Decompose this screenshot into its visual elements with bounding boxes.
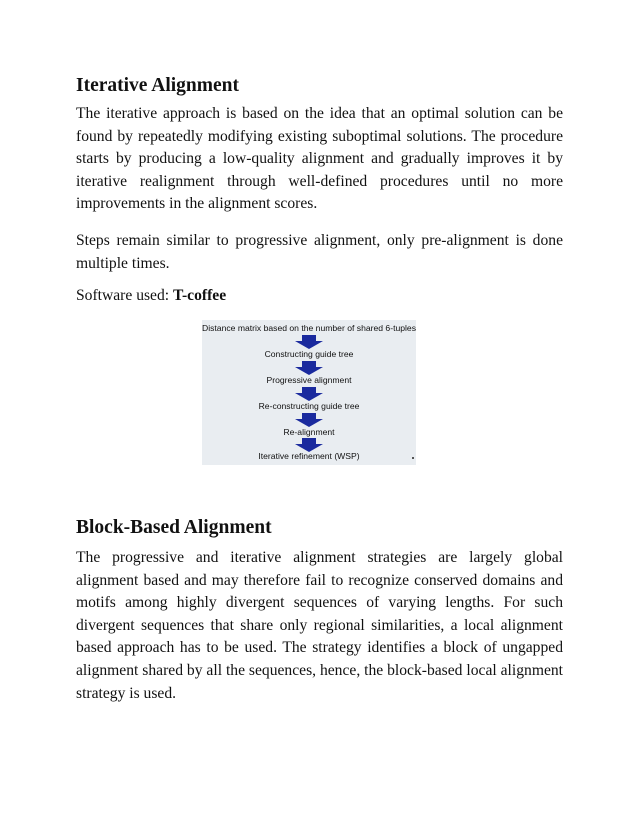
down-arrow-icon — [295, 387, 323, 401]
flow-step-distance-matrix: Distance matrix based on the number of shared 6-tuples — [202, 323, 417, 333]
section-heading-iterative: Iterative Alignment — [76, 75, 240, 96]
down-arrow-icon — [295, 361, 323, 375]
software-name: T-coffee — [173, 287, 227, 304]
iterative-paragraph-2: Steps remain similar to progressive alignment, only pre-alignment is done multiple times. — [76, 232, 563, 272]
down-arrow-icon — [295, 335, 323, 349]
flow-step-reconstructing-guide-tree: Re-constructing guide tree — [258, 401, 360, 411]
flow-step-progressive-alignment: Progressive alignment — [266, 375, 352, 385]
down-arrow-icon — [295, 438, 323, 452]
flow-step-iterative-refinement: Iterative refinement (WSP) — [258, 451, 360, 461]
iterative-alignment-flowchart — [202, 320, 416, 465]
iterative-paragraph-1: The iterative approach is based on the idea that an optimal solution can be found by repeatedly modifying existing suboptimal solutions. The procedure starts by producing a low-quality alignment and gradually improves it by iterative realignment through well-defined procedures until no more improvements in the alignment scores. — [76, 105, 563, 213]
section-heading-block-based: Block-Based Alignment — [76, 517, 272, 538]
down-arrow-icon — [295, 413, 323, 427]
figure-dot — [412, 457, 414, 459]
software-line — [76, 285, 563, 308]
flow-step-realignment: Re-alignment — [283, 427, 335, 437]
software-label: Software used: — [76, 287, 174, 304]
block-based-paragraph: The progressive and iterative alignment strategies are largely global alignment based and may therefore fail to recognize conserved domains and motifs among highly divergent sequences of varying lengths. For such divergent sequences that share only regional similarities, a local alignment based approach has to be used. The strategy identifies a block of ungapped alignment shared by all the sequences, hence, the block-based local alignment strategy is used. — [76, 549, 563, 702]
flow-step-constructing-guide-tree: Constructing guide tree — [264, 349, 354, 359]
